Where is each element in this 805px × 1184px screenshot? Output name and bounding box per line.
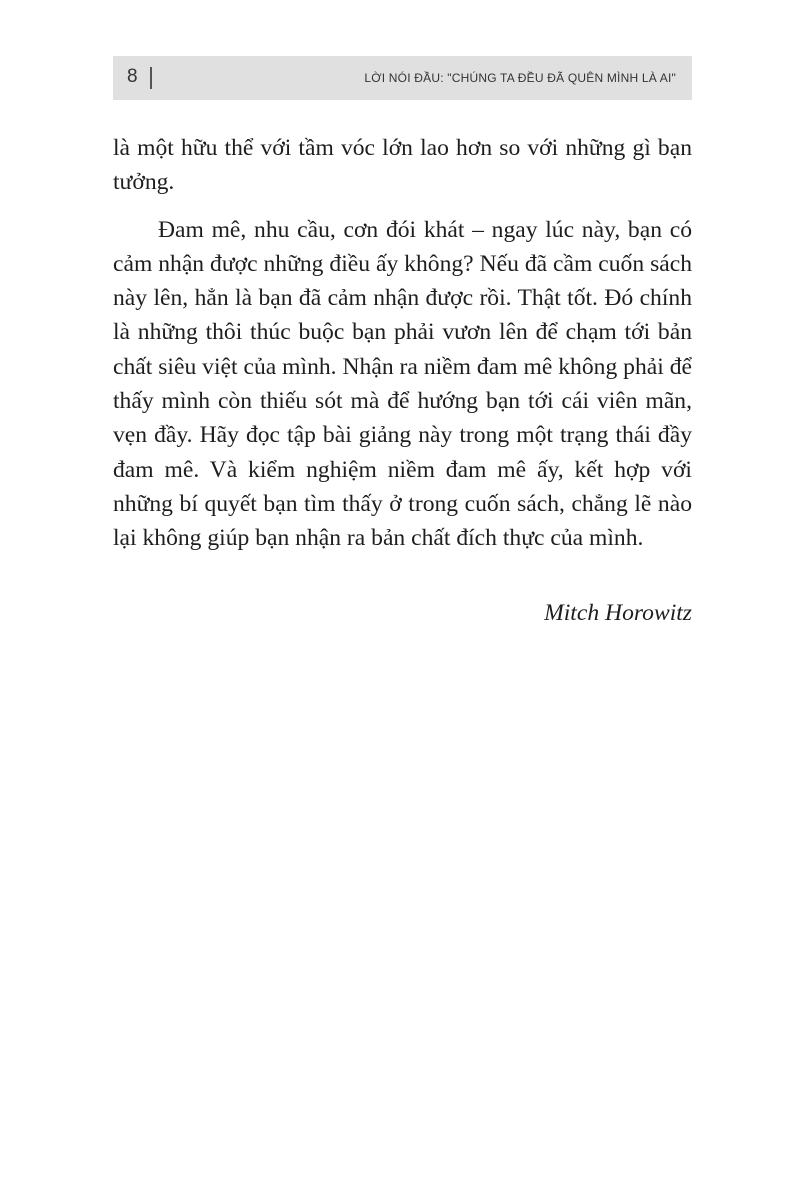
paragraph-continued: là một hữu thể với tầm vóc lớn lao hơn so với những gì bạn tưởng. [113, 135, 692, 196]
page-number-separator [150, 67, 152, 89]
running-header-bar [113, 56, 692, 100]
running-header-title: LỜI NÓI ĐẦU: "CHÚNG TA ĐỀU ĐÃ QUÊN MÌNH LÀ AI" [364, 71, 676, 85]
body-text [113, 131, 692, 569]
page-number: 8 [127, 66, 139, 87]
paragraph: Đam mê, nhu cầu, cơn đói khát – ngay lúc này, bạn có cảm nhận được những điều ấy không? Nếu đã cầm cuốn sách này lên, hẳn là bạn đã cảm nhận được rồi. Thật tốt. Đó chính là những thôi thúc buộc bạn phải vươn lên để chạm tới bản chất siêu việt của mình. Nhận ra niềm đam mê không phải để thấy mình còn thiếu sót mà để hướng bạn tới cái viên mãn, vẹn đầy. Hãy đọc tập bài giảng này trong một trạng thái đầy đam mê. Và kiểm nghiệm niềm đam mê ấy, kết hợp với những bí quyết bạn tìm thấy ở trong cuốn sách, chẳng lẽ nào lại không giúp bạn nhận ra bản chất đích thực của mình. [113, 216, 692, 552]
author-signature: Mitch Horowitz [544, 600, 692, 626]
